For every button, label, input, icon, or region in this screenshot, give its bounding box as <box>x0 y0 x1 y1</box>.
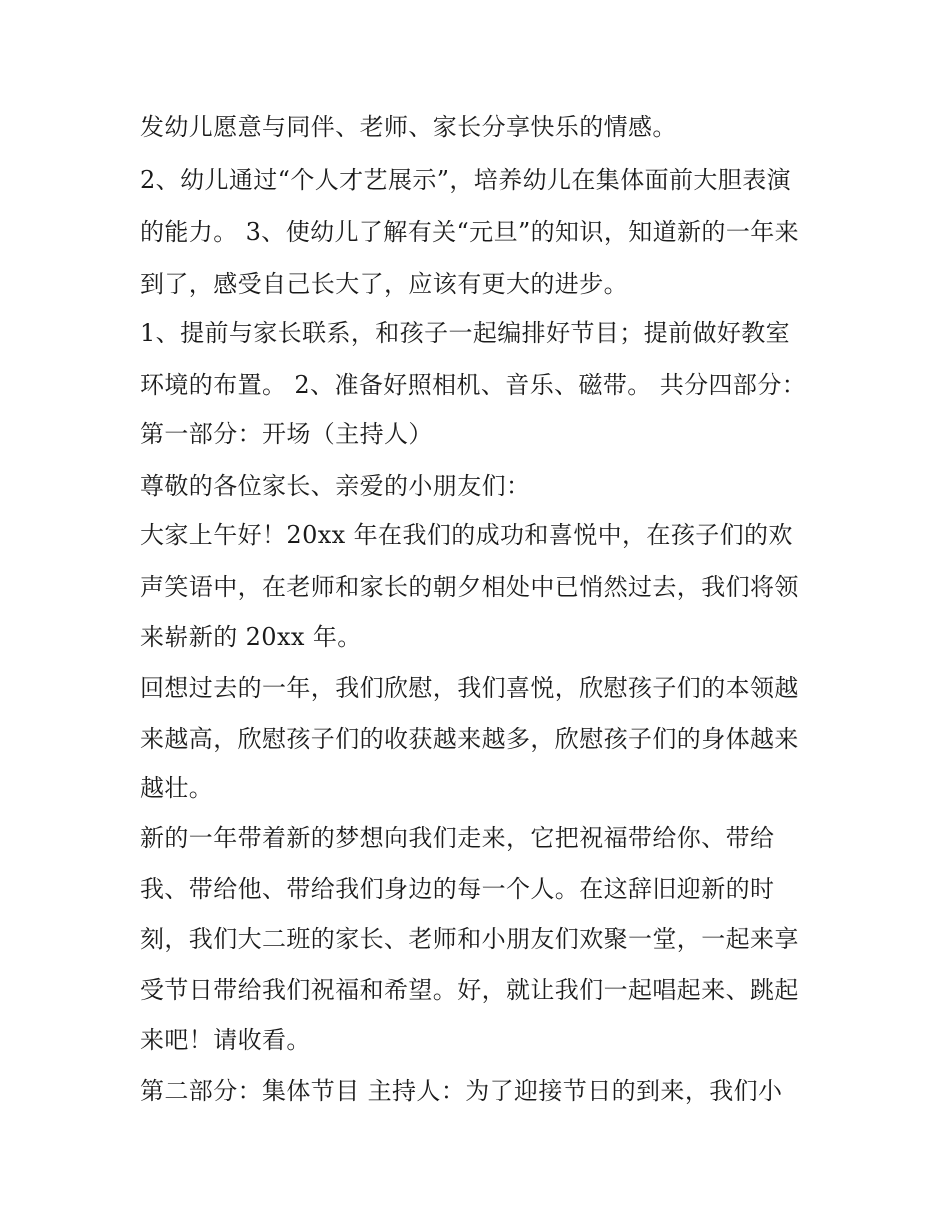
text-line: 越壮。 <box>140 774 214 802</box>
text-line: 尊敬的各位家长、亲爱的小朋友们： <box>140 472 531 500</box>
text-line: 来吧！请收看。 <box>140 1026 311 1054</box>
text-line: 新的一年带着新的梦想向我们走来，它把祝福带给你、带给 <box>140 824 775 852</box>
text-line: 声笑语中，在老师和家长的朝夕相处中已悄然过去，我们将领 <box>140 573 799 601</box>
section-heading: 第一部分：开场（主持人） <box>140 420 433 448</box>
text-line: 大家上午好！20xx 年在我们的成功和喜悦中，在孩子们的欢 <box>140 521 793 549</box>
text-line: 回想过去的一年，我们欣慰，我们喜悦，欣慰孩子们的本领越 <box>140 674 799 702</box>
text-line: 1、提前与家长联系，和孩子一起编排好节目；提前做好教室 <box>140 319 791 347</box>
text-line: 到了，感受自己长大了，应该有更大的进步。 <box>140 270 628 298</box>
text-line: 我、带给他、带给我们身边的每一个人。在这辞旧迎新的时 <box>140 875 775 903</box>
text-line: 来崭新的 20xx 年。 <box>140 623 362 651</box>
text-line: 刻，我们大二班的家长、老师和小朋友们欢聚一堂，一起来享 <box>140 925 799 953</box>
text-line: 2、幼儿通过“个人才艺展示”，培养幼儿在集体面前大胆表演 <box>140 166 792 194</box>
text-line: 受节日带给我们祝福和希望。好，就让我们一起唱起来、跳起 <box>140 976 799 1004</box>
text-line: 来越高，欣慰孩子们的收获越来越多，欣慰孩子们的身体越来 <box>140 725 799 753</box>
text-line: 环境的布置。 2、准备好照相机、音乐、磁带。 共分四部分： <box>140 371 807 399</box>
section-heading: 第二部分：集体节目 主持人：为了迎接节日的到来，我们小 <box>140 1077 783 1105</box>
text-line: 的能力。 3、使幼儿了解有关“元旦”的知识，知道新的一年来 <box>140 218 800 246</box>
text-line: 发幼儿愿意与同伴、老师、家长分享快乐的情感。 <box>140 113 677 141</box>
